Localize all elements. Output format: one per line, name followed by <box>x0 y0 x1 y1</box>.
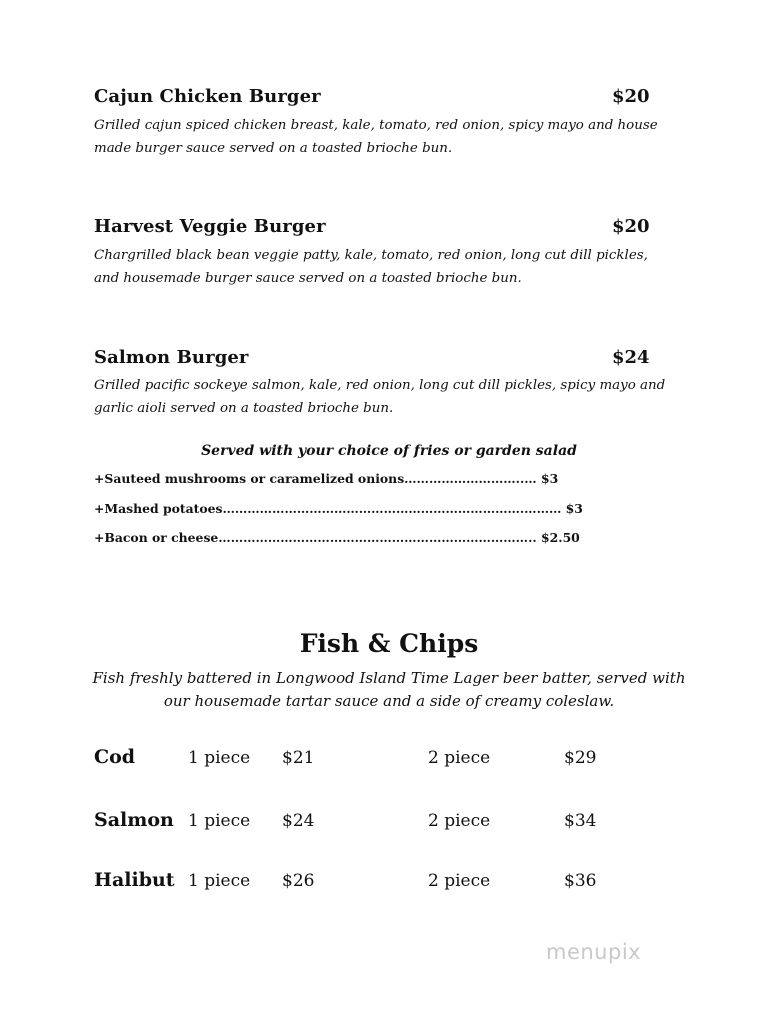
size-one: 1 piece <box>188 811 251 831</box>
item-description-line: made burger sauce served on a toasted brioche bun. <box>94 141 453 156</box>
item-description <box>94 374 684 420</box>
item-description-line: Chargrilled black bean veggie patty, kale, tomato, red onion, long cut dill pickles, <box>94 248 648 263</box>
size-one: 1 piece <box>188 748 251 768</box>
item-name: Cajun Chicken Burger <box>94 86 321 107</box>
item-description-line: and housemade burger sauce served on a toasted brioche bun. <box>94 271 522 286</box>
watermark-logo: menupix <box>546 940 642 964</box>
item-name: Salmon Burger <box>94 347 249 368</box>
section-description-line: Fish freshly battered in Longwood Island Time Lager beer batter, served with <box>92 669 686 687</box>
item-name: Harvest Veggie Burger <box>94 216 326 237</box>
fish-name: Cod <box>94 746 136 768</box>
addon-line: +Mashed potatoes……………………………………………………………….……… $3 <box>94 501 583 516</box>
item-price: $20 <box>612 86 650 107</box>
section-description-line: our housemade tartar sauce and a side of creamy coleslaw. <box>163 692 615 710</box>
section-description <box>0 667 778 713</box>
price-one: $24 <box>282 811 315 831</box>
fish-name: Halibut <box>94 869 175 891</box>
price-two: $34 <box>564 811 597 831</box>
item-description-line: garlic aioli served on a toasted brioche bun. <box>94 401 394 416</box>
item-description <box>94 244 684 290</box>
fish-name: Salmon <box>94 809 174 831</box>
size-one: 1 piece <box>188 871 251 891</box>
item-price: $20 <box>612 216 650 237</box>
price-two: $36 <box>564 871 597 891</box>
item-price: $24 <box>612 347 650 368</box>
size-two: 2 piece <box>428 811 491 831</box>
item-description-line: Grilled pacific sockeye salmon, kale, red onion, long cut dill pickles, spicy mayo and <box>94 378 666 393</box>
item-description <box>94 114 684 160</box>
section-title: Fish & Chips <box>299 629 479 658</box>
served-with-note: Served with your choice of fries or garden salad <box>201 443 577 459</box>
addon-line: +Bacon or cheese………………………………………………………………….. $2.50 <box>94 530 580 545</box>
price-one: $21 <box>282 748 315 768</box>
size-two: 2 piece <box>428 871 491 891</box>
addon-line: +Sauteed mushrooms or caramelized onions………………………..… $3 <box>94 471 559 486</box>
item-description-line: Grilled cajun spiced chicken breast, kale, tomato, red onion, spicy mayo and house <box>94 118 658 133</box>
price-two: $29 <box>564 748 597 768</box>
price-one: $26 <box>282 871 315 891</box>
size-two: 2 piece <box>428 748 491 768</box>
